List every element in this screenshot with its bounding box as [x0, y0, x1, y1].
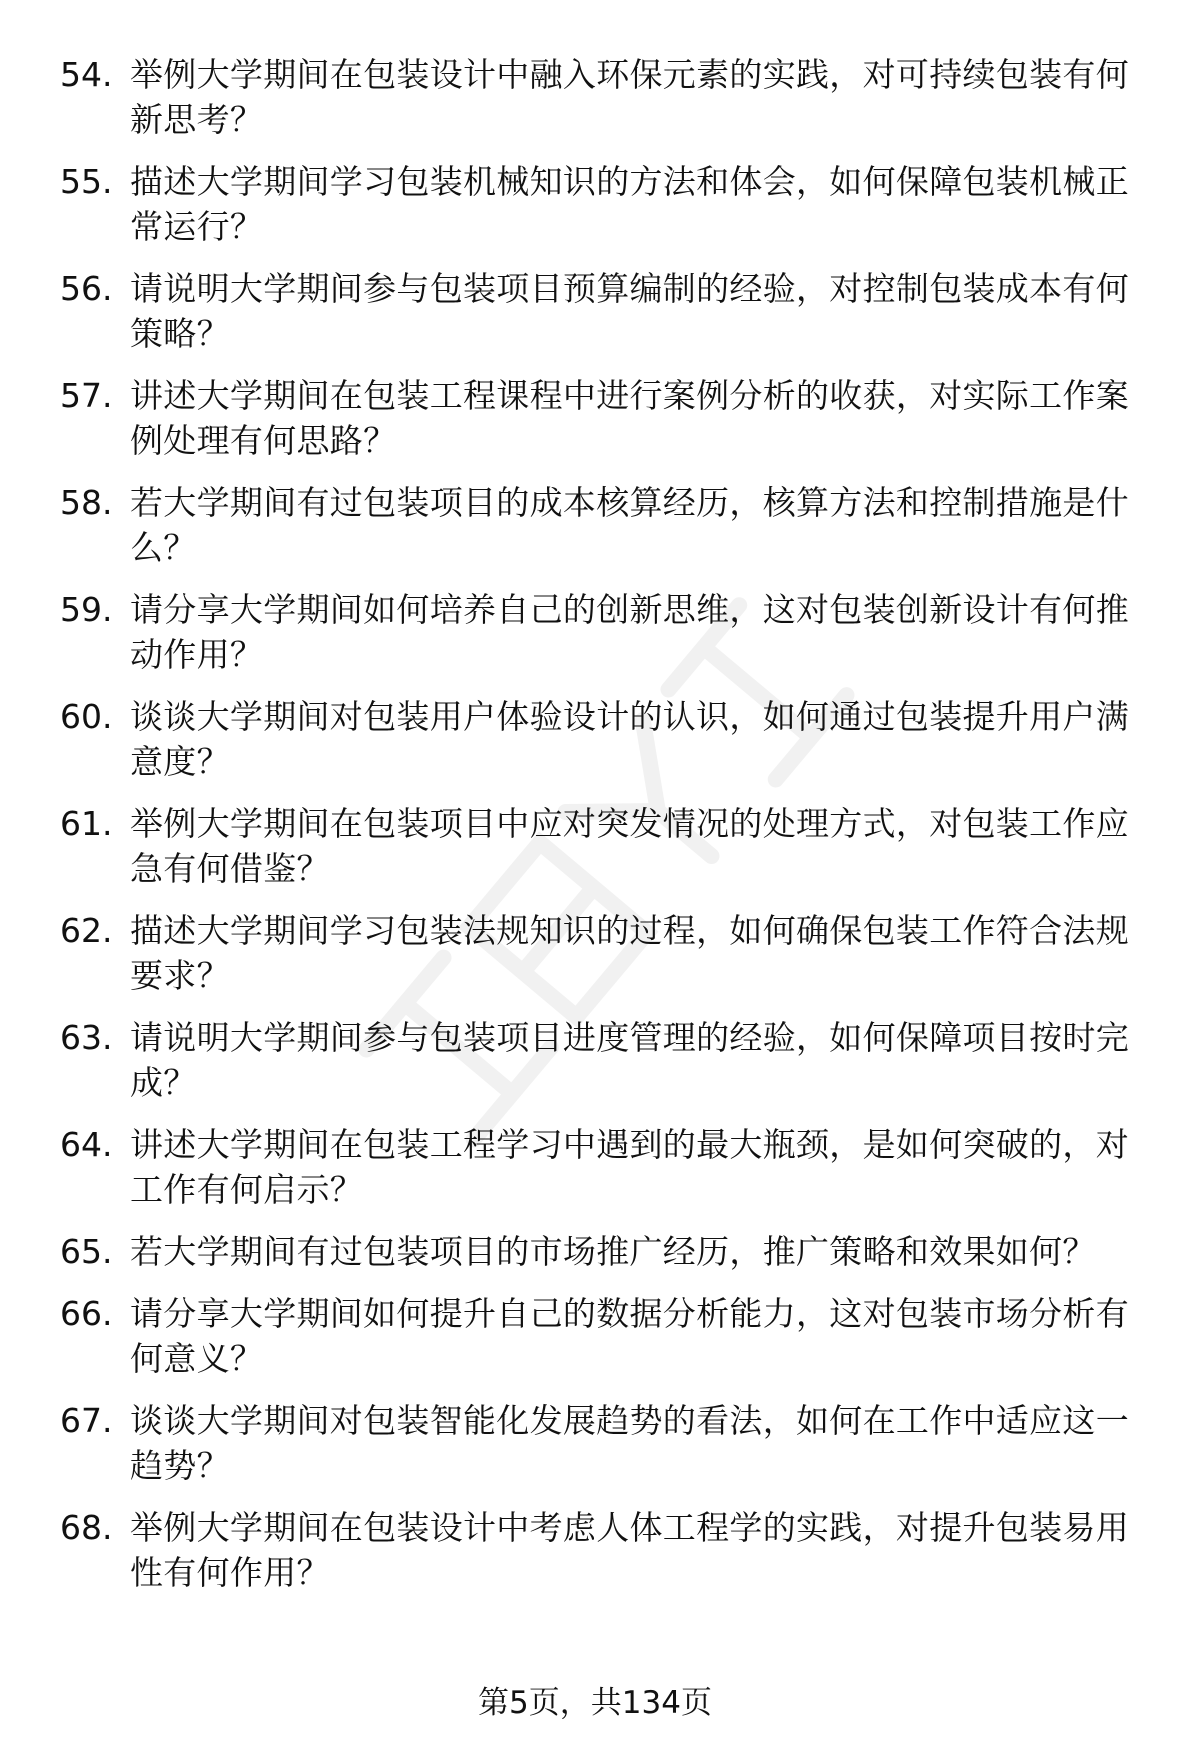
question-number: 62. [60, 911, 113, 950]
question-item [60, 1015, 1150, 1105]
question-item [60, 908, 1150, 998]
question-item [60, 373, 1150, 463]
question-item [60, 52, 1150, 142]
question-number: 63. [60, 1018, 113, 1057]
question-number: 64. [60, 1125, 113, 1164]
question-text: 请分享大学期间如何提升自己的数据分析能力，这对包装市场分析有何意义？ [130, 1294, 1129, 1378]
question-text: 若大学期间有过包装项目的成本核算经历，核算方法和控制措施是什么？ [130, 483, 1129, 567]
question-number: 54. [60, 55, 113, 94]
question-number: 60. [60, 697, 113, 736]
question-text: 讲述大学期间在包装工程学习中遇到的最大瓶颈，是如何突破的，对工作有何启示？ [130, 1125, 1129, 1209]
question-item [60, 480, 1150, 570]
question-list [60, 52, 1150, 1612]
question-text: 请分享大学期间如何培养自己的创新思维，这对包装创新设计有何推动作用？ [130, 590, 1129, 674]
question-item [60, 694, 1150, 784]
question-text: 举例大学期间在包装设计中融入环保元素的实践，对可持续包装有何新思考？ [130, 55, 1129, 139]
question-item [60, 1229, 1150, 1274]
question-number: 55. [60, 162, 113, 201]
question-text: 描述大学期间学习包装法规知识的过程，如何确保包装工作符合法规要求？ [130, 911, 1129, 995]
question-number: 56. [60, 269, 113, 308]
question-number: 61. [60, 804, 113, 843]
question-number: 68. [60, 1508, 113, 1547]
question-number: 66. [60, 1294, 113, 1333]
question-text: 举例大学期间在包装设计中考虑人体工程学的实践，对提升包装易用性有何作用？ [130, 1508, 1129, 1592]
question-item [60, 1398, 1150, 1488]
question-item [60, 1505, 1150, 1595]
question-text: 若大学期间有过包装项目的市场推广经历，推广策略和效果如何？ [130, 1232, 1096, 1271]
question-text: 描述大学期间学习包装机械知识的方法和体会，如何保障包装机械正常运行？ [130, 162, 1129, 246]
question-number: 65. [60, 1232, 113, 1271]
question-number: 58. [60, 483, 113, 522]
question-item [60, 1291, 1150, 1381]
question-number: 67. [60, 1401, 113, 1440]
question-item [60, 587, 1150, 677]
question-item [60, 801, 1150, 891]
question-text: 讲述大学期间在包装工程课程中进行案例分析的收获，对实际工作案例处理有何思路？ [130, 376, 1129, 460]
question-number: 59. [60, 590, 113, 629]
question-text: 谈谈大学期间对包装智能化发展趋势的看法，如何在工作中适应这一趋势？ [130, 1401, 1129, 1485]
question-number: 57. [60, 376, 113, 415]
question-item [60, 159, 1150, 249]
question-item [60, 1122, 1150, 1212]
page-number: 第5页，共134页 [478, 1685, 712, 1721]
question-text: 举例大学期间在包装项目中应对突发情况的处理方式，对包装工作应急有何借鉴？ [130, 804, 1129, 888]
question-text: 谈谈大学期间对包装用户体验设计的认识，如何通过包装提升用户满意度？ [130, 697, 1129, 781]
question-text: 请说明大学期间参与包装项目预算编制的经验，对控制包装成本有何策略？ [130, 269, 1129, 353]
question-text: 请说明大学期间参与包装项目进度管理的经验，如何保障项目按时完成？ [130, 1018, 1129, 1102]
question-item [60, 266, 1150, 356]
